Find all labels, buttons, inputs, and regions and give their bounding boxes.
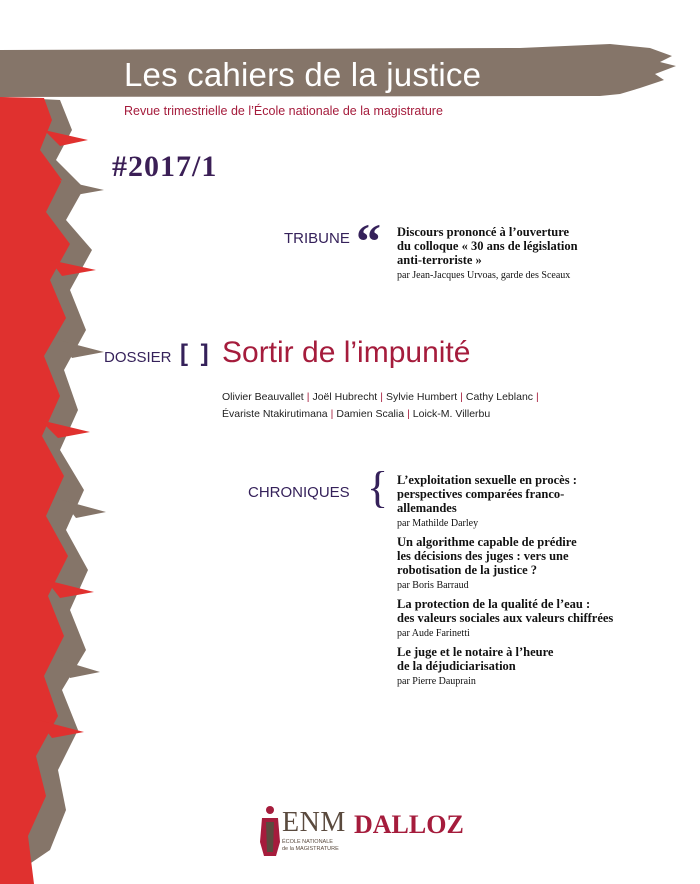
- chronique-title-line: La protection de la qualité de l’eau :: [397, 597, 591, 611]
- dossier-title: Sortir de l’impunité: [222, 336, 471, 369]
- dossier-author: Joël Hubrecht: [312, 391, 378, 403]
- chronique-item: [397, 473, 647, 530]
- chronique-title-line: des valeurs sociales aux valeurs chiffrées: [397, 611, 614, 625]
- journal-subtitle: Revue trimestrielle de l’École nationale de la magistrature: [124, 104, 443, 118]
- dossier-author: Cathy Leblanc: [465, 391, 534, 403]
- dossier-label: DOSSIER: [104, 349, 172, 366]
- tribune-title-line: du colloque « 30 ans de législation: [397, 239, 578, 253]
- chronique-title-line: les décisions des juges : vers une: [397, 549, 569, 563]
- dalloz-logo-text: DALLOZ: [354, 810, 464, 839]
- chronique-author: par Aude Farinetti: [397, 628, 470, 639]
- dossier-author: Damien Scalia: [336, 408, 405, 420]
- journal-title: Les cahiers de la justice: [124, 56, 482, 93]
- chronique-title-line: Un algorithme capable de prédire: [397, 535, 577, 549]
- tribune-article: [397, 225, 627, 282]
- chronique-item: [397, 597, 647, 640]
- enm-figure-icon: [258, 802, 282, 858]
- dossier-author: Sylvie Humbert: [385, 391, 458, 403]
- chronique-title-line: allemandes: [397, 501, 457, 515]
- dossier-authors: [222, 389, 622, 423]
- tribune-label: TRIBUNE: [284, 230, 350, 247]
- enm-logo-text: ENM: [282, 807, 346, 838]
- enm-logo-subtitle: [282, 839, 372, 852]
- chronique-author: par Pierre Dauprain: [397, 676, 476, 687]
- chronique-title-line: de la déjudiciarisation: [397, 659, 516, 673]
- dossier-authors-line: Évariste Ntakirutimana | Damien Scalia | Loick-M. Villerbu: [222, 408, 491, 420]
- enm-subtitle-line: ÉCOLE NATIONALE: [282, 839, 333, 845]
- chronique-author: par Mathilde Darley: [397, 518, 479, 529]
- chronique-title-line: robotisation de la justice ?: [397, 563, 538, 577]
- chronique-item: [397, 535, 647, 592]
- chronique-title-line: L’exploitation sexuelle en procès :: [397, 473, 577, 487]
- dossier-author: Loick-M. Villerbu: [412, 408, 491, 420]
- tribune-author: par Jean-Jacques Urvoas, garde des Sceaux: [397, 270, 571, 281]
- chroniques-list: [397, 473, 647, 693]
- enm-subtitle-line: de la MAGISTRATURE: [282, 845, 339, 852]
- tribune-quote-mark: “: [356, 213, 381, 269]
- dossier-brackets: [ ]: [180, 340, 212, 367]
- chronique-title-line: Le juge et le notaire à l’heure: [397, 645, 554, 659]
- tribune-title-line: anti-terroriste »: [397, 253, 482, 267]
- chronique-title-line: perspectives comparées franco-: [397, 487, 565, 501]
- tribune-title-line: Discours prononcé à l’ouverture: [397, 225, 570, 239]
- chroniques-brace: {: [367, 463, 389, 512]
- dossier-author: Évariste Ntakirutimana: [222, 408, 328, 420]
- chroniques-label: CHRONIQUES: [248, 484, 350, 501]
- chronique-author: par Boris Barraud: [397, 580, 469, 591]
- issue-number: #2017/1: [112, 150, 218, 183]
- chronique-item: [397, 645, 647, 688]
- dossier-author: Olivier Beauvallet: [222, 391, 304, 403]
- dossier-authors-line: Olivier Beauvallet | Joël Hubrecht | Sylvie Humbert | Cathy Leblanc |: [222, 391, 539, 403]
- publisher-logos: [258, 802, 464, 862]
